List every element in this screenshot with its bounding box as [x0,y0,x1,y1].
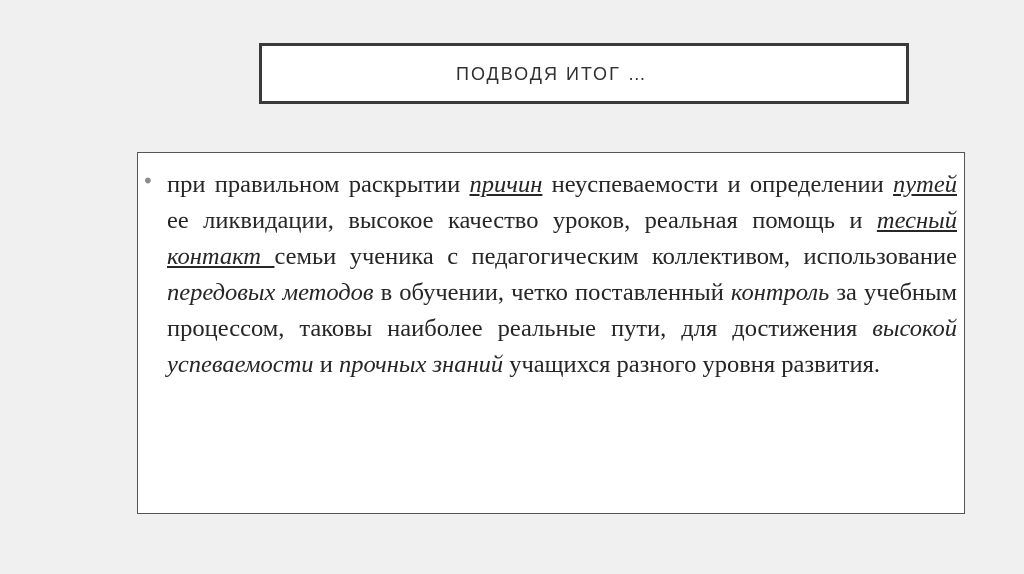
text-run: и [313,351,339,378]
text-run: при правильном раскрытии [167,171,470,198]
title-box [259,43,909,104]
text-run: за учебным процессом, таковы наиболее реальные пути, для достижения [167,279,957,342]
text-run-italic-underline: тесный контакт [167,207,957,270]
content-box [137,152,965,514]
text-run-italic: прочных знаний [338,351,504,378]
slide-title: ПОДВОДЯ ИТОГ … [456,64,648,84]
text-run: семьи ученика с педагогическим коллективом, использование [274,243,957,270]
text-run-italic: контроль [730,279,830,306]
text-run: в обучении, четко поставленный [373,279,731,306]
bullet-paragraph [167,167,957,383]
text-run-italic-underline: причин [469,171,543,198]
bullet-icon: • [142,169,154,193]
text-run: учащихся разного уровня развития. [503,351,880,378]
text-run-italic-underline: путей [893,171,957,198]
text-run: ее ликвидации, высокое качество уроков, реальная помощь и [167,207,877,234]
text-run-italic: передовых методов [167,279,374,306]
text-run-italic: высокой успеваемости [167,315,957,378]
text-run: неуспеваемости и определении [542,171,894,198]
